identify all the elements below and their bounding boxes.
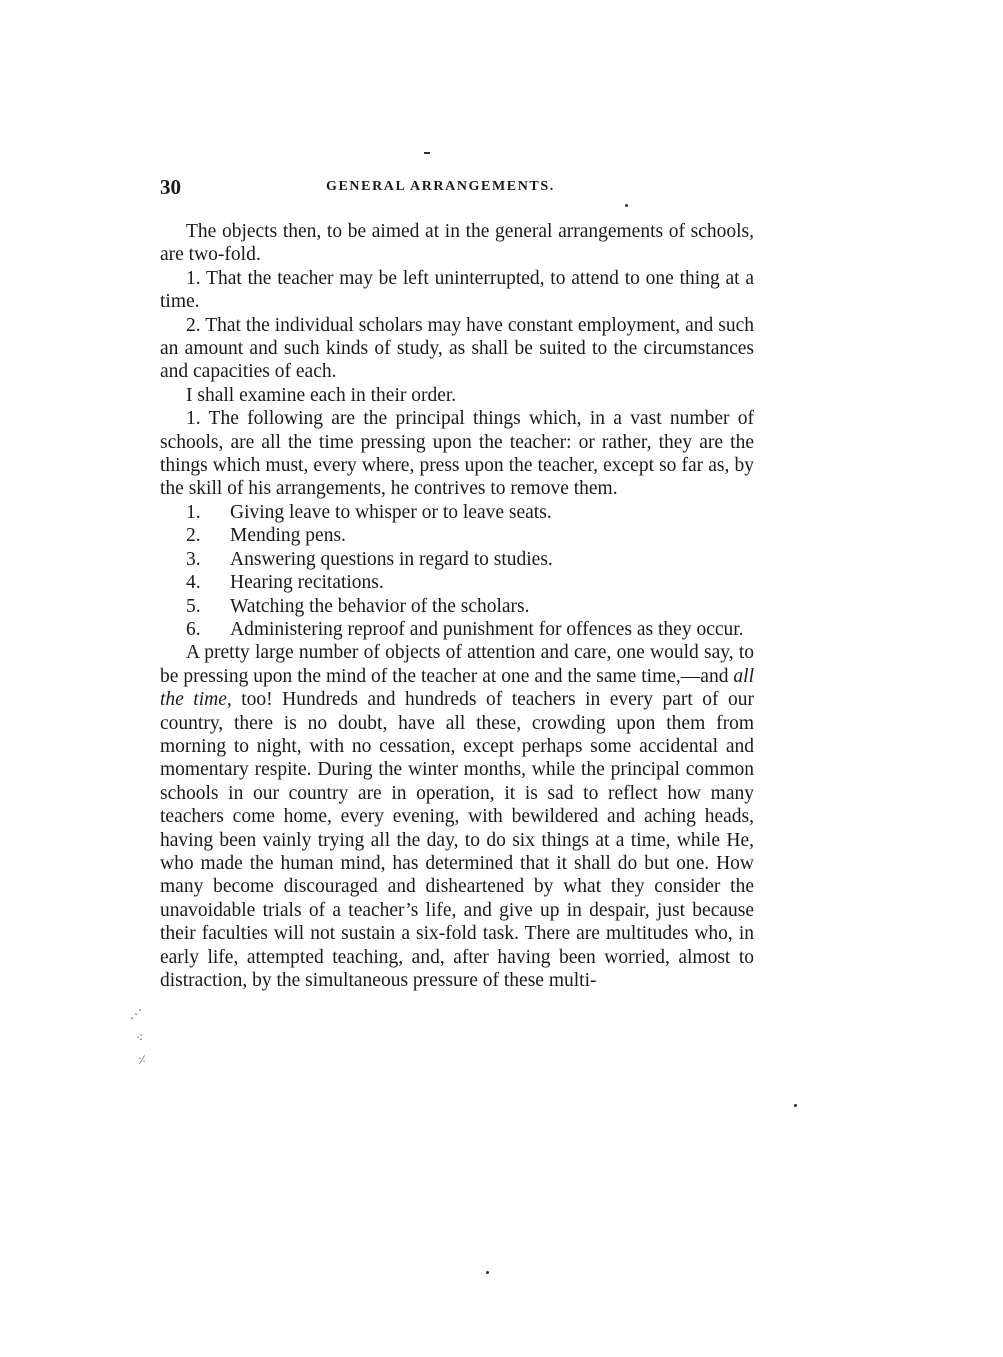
margin-smudge: ⋰ xyxy=(130,1007,142,1021)
paragraph-text: , too! Hundreds and hundreds of teachers in every part of our country, there is no doubt, have all these, crowding upon them from morning to night, with no cessation, except perhaps some accidental and momentary respite. During the winter months, while the principal common schools in our country are in operation, it is sad to reflect how many teachers come home, every evening, with bewildered and aching heads, having been vainly trying all the day, to do six things at a time, while He, who made the human mind, has determined that it shall do but one. How many become discouraged and disheartened by what they consider the unavoidable trials of a teacher’s life, and give up in despair, just because their faculties will not sustain a six-fold task. There are multitudes who, in early life, attempted teaching, and, after having been worried, almost to distraction, by the simultaneous pressure of these multi- xyxy=(160,689,754,991)
list-number: 5. xyxy=(186,595,201,617)
margin-smudge: ⁖ xyxy=(136,1031,144,1045)
paragraph: I shall examine each in their order. xyxy=(186,384,457,406)
list-number: 6. xyxy=(186,618,201,640)
paragraph xyxy=(160,641,754,992)
list-text: Administering reproof and punishment for offences as they occur. xyxy=(230,618,744,640)
list-item xyxy=(160,524,754,547)
list-item xyxy=(160,548,754,571)
page-header xyxy=(160,174,754,200)
printing-mark xyxy=(486,1271,489,1274)
numbered-list xyxy=(160,501,754,641)
running-head: GENERAL ARRANGEMENTS. xyxy=(326,179,555,194)
list-text: Hearing recitations. xyxy=(230,572,384,594)
list-item xyxy=(160,571,754,594)
printing-mark xyxy=(424,152,430,154)
list-text: Watching the behavior of the scholars. xyxy=(230,595,530,617)
list-number: 2. xyxy=(186,525,201,547)
paragraph-text: A pretty large number of objects of attention and care, one would say, to be pressing upon the mind of the teacher at one and the same time,—and xyxy=(160,642,754,687)
paragraph: 2. That the individual scholars may have constant employment, and such an amount and such kinds of study, as shall be suited to the circumstances and capacities of each. xyxy=(160,314,754,383)
page-number: 30 xyxy=(160,175,181,199)
emphasis: all the time xyxy=(160,665,754,711)
list-number: 4. xyxy=(186,572,201,594)
list-number: 1. xyxy=(186,501,201,523)
paragraph: 1. That the teacher may be left uninterrupted, to attend to one thing at a time. xyxy=(160,267,754,313)
list-item xyxy=(160,501,754,524)
list-text: Giving leave to whisper or to leave seats. xyxy=(230,501,552,523)
list-text: Answering questions in regard to studies. xyxy=(230,548,553,570)
list-number: 3. xyxy=(186,548,201,570)
printing-mark xyxy=(794,1104,797,1107)
list-text: Mending pens. xyxy=(230,525,346,547)
paragraph: The objects then, to be aimed at in the general arrangements of schools, are two-fold. xyxy=(160,221,754,266)
margin-smudge: ⸓ xyxy=(138,1053,146,1067)
body-text xyxy=(160,220,754,992)
list-item xyxy=(160,595,754,618)
printing-mark xyxy=(625,204,628,207)
paragraph: 1. The following are the principal things which, in a vast number of schools, are all the time pressing upon the teacher: or rather, they are the things which must, every where, press upon the teacher, except so far as, by the skill of his arrangements, he contrives to remove them. xyxy=(160,408,754,500)
list-item xyxy=(160,618,754,641)
